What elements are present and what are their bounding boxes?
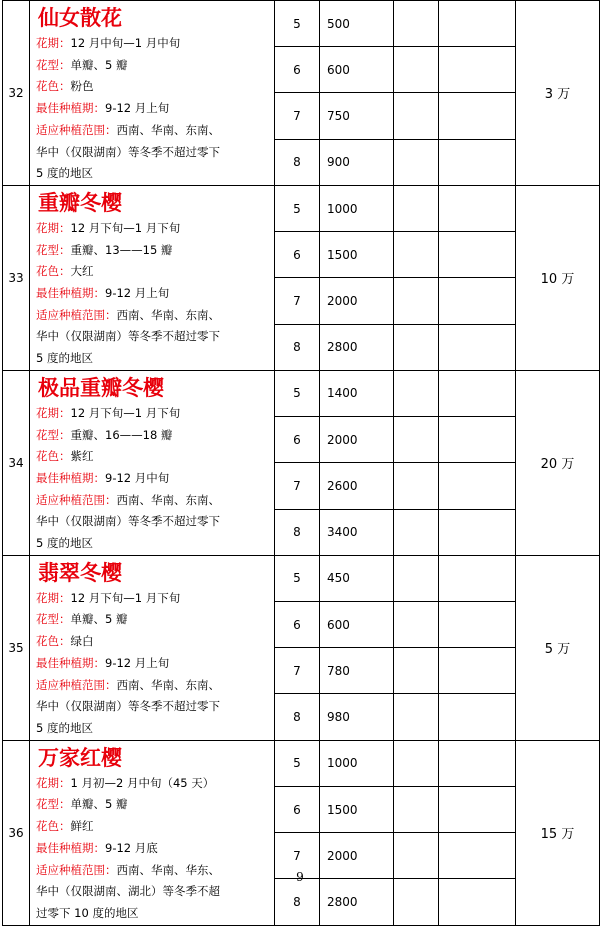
range-line-3: 5 度的地区 — [36, 166, 93, 181]
price: 2000 — [320, 417, 394, 463]
color-line — [36, 631, 274, 653]
tree-age: 7 — [275, 833, 320, 879]
empty-cell — [439, 324, 516, 370]
tree-age: 7 — [275, 93, 320, 139]
empty-cell — [439, 278, 516, 324]
field-label: 最佳种植期： — [36, 286, 105, 301]
tree-age: 6 — [275, 786, 320, 832]
field-label: 花色： — [36, 79, 71, 94]
range-line-3: 过零下 10 度的地区 — [36, 905, 139, 920]
field-value: 1 月初—2 月中旬（45 天） — [70, 775, 215, 790]
form-line — [36, 55, 274, 77]
variety-name: 仙女散花 — [38, 6, 122, 30]
tree-age: 8 — [275, 509, 320, 555]
field-label: 花色： — [36, 634, 71, 649]
range-line — [36, 675, 274, 697]
plant-line — [36, 653, 274, 675]
form-line — [36, 425, 274, 447]
empty-cell — [439, 786, 516, 832]
field-value: 9-12 月底 — [105, 840, 158, 855]
range-line-2: 华中（仅限湖南）等冬季不超过零下 — [36, 144, 220, 159]
field-label: 最佳种植期： — [36, 840, 105, 855]
row-number: 34 — [3, 370, 30, 555]
range-line-2: 华中（仅限湖南）等冬季不超过零下 — [36, 514, 220, 529]
variety-info — [30, 555, 275, 740]
range-line-3: 5 度的地区 — [36, 720, 93, 735]
plant-line — [36, 468, 274, 490]
field-value: 西南、华南、东南、 — [116, 307, 220, 322]
range-line-3: 5 度的地区 — [36, 351, 93, 366]
plant-line — [36, 283, 274, 305]
field-label: 适应种植范围： — [36, 122, 117, 137]
field-value: 西南、华南、华东、 — [116, 862, 220, 877]
variety-name: 极品重瓣冬樱 — [38, 375, 164, 400]
empty-cell — [439, 47, 516, 93]
field-label: 最佳种植期： — [36, 470, 105, 485]
empty-cell — [394, 278, 439, 324]
field-value: 大红 — [70, 264, 94, 279]
field-value: 12 月下旬—1 月下旬 — [70, 405, 181, 420]
field-label: 花色： — [36, 819, 71, 834]
total-quantity: 5 万 — [516, 555, 600, 740]
field-label: 花型： — [36, 57, 71, 72]
table-row — [3, 555, 600, 601]
price: 1000 — [320, 740, 394, 786]
empty-cell — [394, 185, 439, 231]
empty-cell — [394, 139, 439, 185]
price: 900 — [320, 139, 394, 185]
field-value: 粉色 — [70, 79, 94, 94]
price: 2800 — [320, 879, 394, 925]
field-label: 花色： — [36, 264, 71, 279]
price: 600 — [320, 47, 394, 93]
empty-cell — [394, 555, 439, 601]
tree-age: 8 — [275, 324, 320, 370]
field-value: 12 月下旬—1 月下旬 — [70, 220, 181, 235]
field-value: 绿白 — [70, 634, 94, 649]
empty-cell — [439, 232, 516, 278]
field-label: 花型： — [36, 242, 71, 257]
price: 2000 — [320, 833, 394, 879]
bloom-line — [36, 403, 274, 425]
tree-age: 6 — [275, 232, 320, 278]
total-quantity: 3 万 — [516, 1, 600, 186]
empty-cell — [394, 509, 439, 555]
row-number: 33 — [3, 185, 30, 370]
empty-cell — [439, 648, 516, 694]
range-line — [36, 490, 274, 512]
field-value: 9-12 月中旬 — [105, 470, 170, 485]
range-line-3: 5 度的地区 — [36, 536, 93, 551]
bloom-line — [36, 33, 274, 55]
empty-cell — [439, 740, 516, 786]
price: 980 — [320, 694, 394, 740]
tree-age: 5 — [275, 185, 320, 231]
tree-age: 6 — [275, 417, 320, 463]
empty-cell — [394, 93, 439, 139]
range-line-2: 华中（仅限湖南）等冬季不超过零下 — [36, 329, 220, 344]
empty-cell — [394, 601, 439, 647]
field-value: 单瓣、5 瓣 — [70, 612, 128, 627]
field-label: 花期： — [36, 775, 71, 790]
empty-cell — [439, 1, 516, 47]
field-label: 花期： — [36, 590, 71, 605]
price: 2600 — [320, 463, 394, 509]
total-quantity: 15 万 — [516, 740, 600, 925]
field-value: 重瓣、16——18 瓣 — [70, 427, 173, 442]
range-line-2: 华中（仅限湖南、湖北）等冬季不超 — [36, 884, 220, 899]
range-line — [36, 120, 274, 142]
empty-cell — [439, 879, 516, 925]
field-label: 花色： — [36, 449, 71, 464]
empty-cell — [439, 601, 516, 647]
empty-cell — [439, 185, 516, 231]
field-value: 9-12 月上旬 — [105, 101, 170, 116]
plant-line — [36, 838, 274, 860]
row-number: 32 — [3, 1, 30, 186]
variety-name: 重瓣冬樱 — [38, 190, 122, 215]
field-value: 12 月中旬—1 月中旬 — [70, 36, 181, 50]
row-number: 36 — [3, 740, 30, 925]
bloom-line — [36, 773, 274, 795]
price: 500 — [320, 1, 394, 47]
empty-cell — [394, 786, 439, 832]
price: 450 — [320, 555, 394, 601]
tree-age: 5 — [275, 740, 320, 786]
price: 1400 — [320, 370, 394, 416]
field-label: 花期： — [36, 36, 71, 50]
tree-age: 6 — [275, 601, 320, 647]
field-value: 单瓣、5 瓣 — [70, 57, 128, 72]
empty-cell — [439, 417, 516, 463]
tree-age: 6 — [275, 47, 320, 93]
empty-cell — [439, 694, 516, 740]
empty-cell — [394, 879, 439, 925]
tree-age: 7 — [275, 278, 320, 324]
variety-info — [30, 370, 275, 555]
field-value: 9-12 月上旬 — [105, 655, 170, 670]
empty-cell — [394, 370, 439, 416]
table-row — [3, 740, 600, 786]
variety-info — [30, 740, 275, 925]
variety-info — [30, 185, 275, 370]
field-value: 鲜红 — [70, 819, 94, 834]
field-label: 适应种植范围： — [36, 677, 117, 692]
price: 1500 — [320, 232, 394, 278]
empty-cell — [394, 463, 439, 509]
price: 3400 — [320, 509, 394, 555]
field-label: 最佳种植期： — [36, 655, 105, 670]
color-line — [36, 446, 274, 468]
price: 780 — [320, 648, 394, 694]
field-value: 9-12 月上旬 — [105, 286, 170, 301]
field-value: 紫红 — [70, 449, 94, 464]
form-line — [36, 794, 274, 816]
price: 750 — [320, 93, 394, 139]
table-row — [3, 1, 600, 47]
tree-age: 7 — [275, 463, 320, 509]
empty-cell — [439, 93, 516, 139]
form-line — [36, 240, 274, 262]
field-label: 适应种植范围： — [36, 862, 117, 877]
field-value: 12 月下旬—1 月下旬 — [70, 590, 181, 605]
field-value: 西南、华南、东南、 — [116, 492, 220, 507]
price: 2800 — [320, 324, 394, 370]
range-line-2: 华中（仅限湖南）等冬季不超过零下 — [36, 699, 220, 714]
field-value: 单瓣、5 瓣 — [70, 797, 128, 812]
field-label: 花型： — [36, 427, 71, 442]
tree-age: 8 — [275, 139, 320, 185]
empty-cell — [394, 648, 439, 694]
color-line — [36, 76, 274, 98]
variety-name: 翡翠冬樱 — [38, 560, 122, 585]
tree-age: 8 — [275, 879, 320, 925]
field-value: 重瓣、13——15 瓣 — [70, 242, 173, 257]
page-number: 9 — [296, 870, 304, 884]
total-quantity: 20 万 — [516, 370, 600, 555]
field-label: 最佳种植期： — [36, 101, 105, 116]
empty-cell — [394, 47, 439, 93]
empty-cell — [394, 694, 439, 740]
empty-cell — [439, 463, 516, 509]
table-row — [3, 370, 600, 416]
empty-cell — [394, 232, 439, 278]
price: 1500 — [320, 786, 394, 832]
variety-info — [30, 1, 275, 186]
table-row — [3, 185, 600, 231]
field-label: 花型： — [36, 797, 71, 812]
bloom-line — [36, 218, 274, 240]
tree-age: 8 — [275, 694, 320, 740]
field-label: 花型： — [36, 612, 71, 627]
price: 2000 — [320, 278, 394, 324]
color-line — [36, 261, 274, 283]
field-value: 西南、华南、东南、 — [116, 122, 220, 137]
total-quantity: 10 万 — [516, 185, 600, 370]
tree-age: 7 — [275, 648, 320, 694]
tree-age: 5 — [275, 370, 320, 416]
tree-age: 5 — [275, 555, 320, 601]
empty-cell — [394, 324, 439, 370]
row-number: 35 — [3, 555, 30, 740]
form-line — [36, 609, 274, 631]
field-label: 适应种植范围： — [36, 307, 117, 322]
tree-age: 5 — [275, 1, 320, 47]
empty-cell — [439, 139, 516, 185]
field-label: 适应种植范围： — [36, 492, 117, 507]
plant-line — [36, 98, 274, 120]
empty-cell — [394, 417, 439, 463]
price: 1000 — [320, 185, 394, 231]
empty-cell — [439, 509, 516, 555]
bloom-line — [36, 588, 274, 610]
range-line — [36, 305, 274, 327]
field-label: 花期： — [36, 405, 71, 420]
variety-table — [2, 0, 600, 926]
price: 600 — [320, 601, 394, 647]
empty-cell — [394, 1, 439, 47]
field-value: 西南、华南、东南、 — [116, 677, 220, 692]
empty-cell — [439, 555, 516, 601]
empty-cell — [394, 740, 439, 786]
variety-name: 万家红樱 — [38, 745, 122, 770]
empty-cell — [439, 370, 516, 416]
field-label: 花期： — [36, 220, 71, 235]
color-line — [36, 816, 274, 838]
